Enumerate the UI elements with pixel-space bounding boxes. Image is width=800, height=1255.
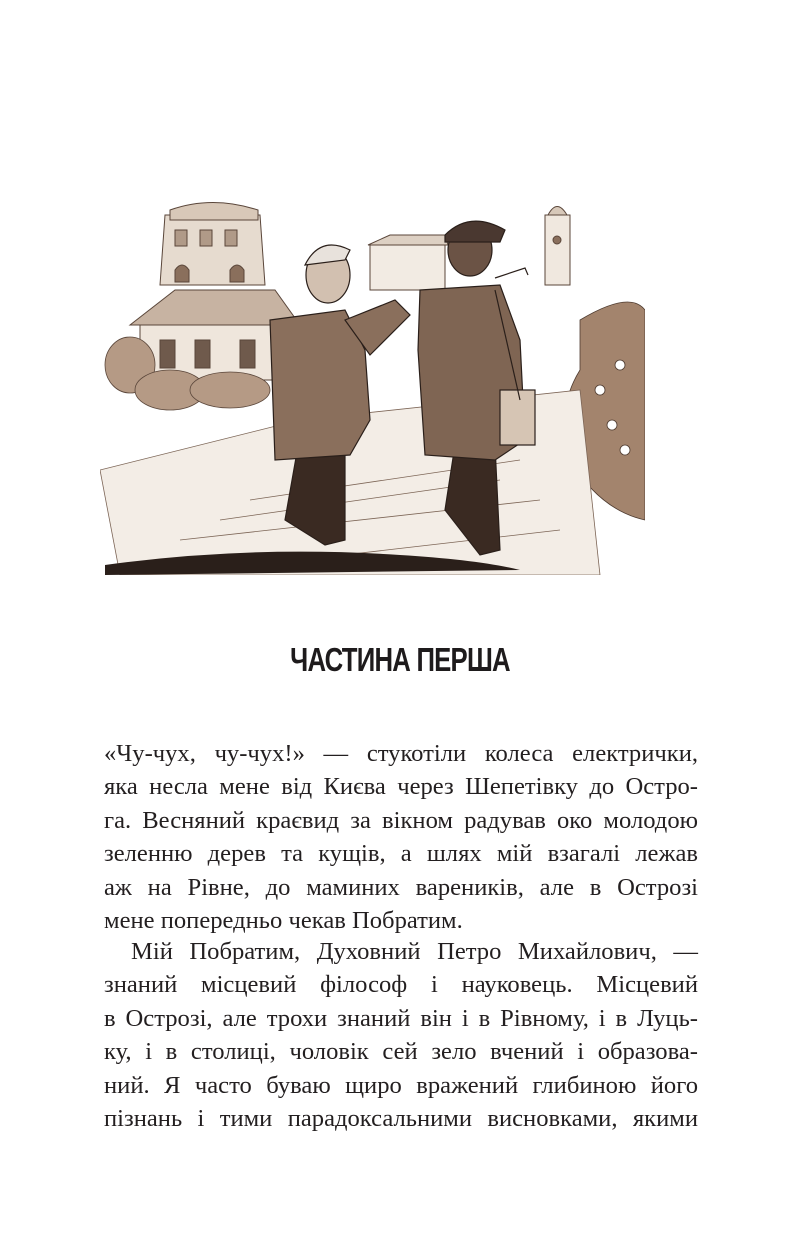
text-line: знаний місцевий філософ і науковець. Місцевий [104, 971, 698, 999]
chapter-title: ЧАСТИНА ПЕРША [290, 641, 510, 678]
text-line: зеленню дерев та кущів, а шлях мій взагалі лежав [104, 840, 698, 868]
text-line: «Чу-чух, чу-чух!» — стукотіли колеса електрички, [104, 740, 698, 767]
text-line: ку, і в столиці, чоловік сей зело вчений і образова- [104, 1038, 698, 1066]
text-line: ний. Я часто буваю щиро вражений глибиною його [104, 1071, 698, 1099]
text-line: мене попередньо чекав Побратим. [104, 907, 463, 935]
paragraph-2 [104, 935, 698, 1135]
text-line: аж на Рівне, до маминих вареників, але в Острозі [104, 873, 698, 901]
chapter-illustration [100, 190, 645, 575]
text-line: яка несла мене від Києва через Шепетівку до Остро- [104, 773, 698, 801]
text-line: пізнань і тими парадоксальними висновками, якими [104, 1105, 698, 1133]
text-line: в Острозі, але трохи знаний він і в Рівному, і в Луць- [104, 1004, 698, 1032]
text-line: га. Весняний краєвид за вікном радував око молодою [104, 806, 698, 834]
paragraph-1 [104, 737, 698, 937]
text-line: Мій Побратим, Духовний Петро Михайлович, — [131, 938, 698, 965]
